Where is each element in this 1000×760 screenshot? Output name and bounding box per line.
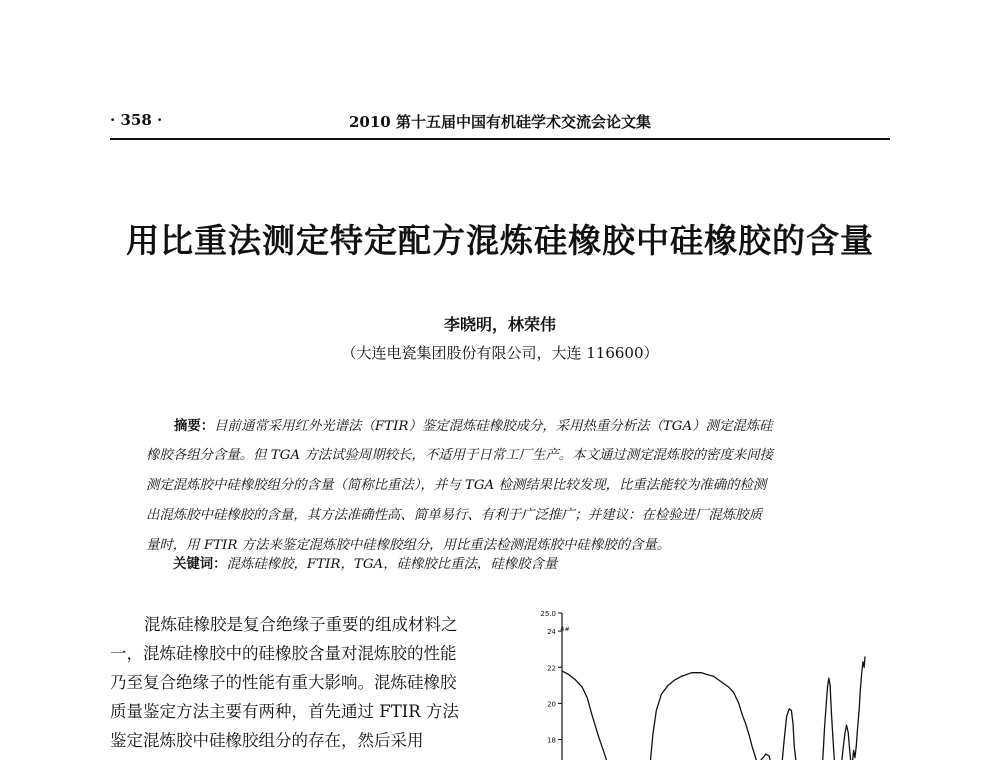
keywords	[173, 553, 557, 572]
abstract-line-5: 量时，用 FTIR 方法来鉴定混炼胶中硅橡胶组分，用比重法检测混炼胶中硅橡胶的含量。	[146, 538, 671, 553]
abstract-line-3: 测定混炼胶中硅橡胶组分的含量（简称比重法），并与 TGA 检测结果比较发现，比重法能较为准确的检测	[146, 478, 767, 493]
y-tick-label: 20	[547, 700, 556, 709]
y-tick-label: 18	[547, 736, 556, 745]
abstract	[146, 411, 861, 561]
body-line-5: 鉴定混炼胶中硅橡胶组分的存在，然后采用	[110, 731, 424, 750]
peak-label: 4#	[560, 625, 570, 634]
spectrum-series-line	[562, 656, 865, 760]
abstract-text-1: 目前通常采用红外光谱法（FTIR）鉴定混炼硅橡胶成分，采用热重分析法（TGA）测定混炼硅	[214, 419, 773, 434]
page-number: · 358 ·	[110, 111, 163, 129]
abstract-line-1	[146, 411, 861, 441]
running-header	[110, 105, 890, 133]
header-rule	[110, 138, 890, 140]
y-tick-label: 22	[547, 664, 556, 673]
y-tick-label: 25.0	[540, 610, 556, 618]
body-line-1: 混炼硅橡胶是复合绝缘子重要的组成材料之	[144, 615, 458, 634]
body-paragraph	[110, 610, 490, 755]
body-line-2: 一，混炼硅橡胶中的硅橡胶含量对混炼胶的性能	[110, 644, 457, 663]
affiliation: （大连电瓷集团股份有限公司，大连 116600）	[341, 344, 659, 362]
authors: 李晓明，林荣伟	[443, 315, 556, 334]
abstract-line-4: 出混炼胶中硅橡胶的含量，其方法准确性高、简单易行、有利于广泛推广；并建议：在检验进厂混炼胶质	[146, 508, 762, 523]
keywords-text: 混炼硅橡胶，FTIR，TGA，硅橡胶比重法，硅橡胶含量	[226, 557, 558, 572]
running-title: 2010 第十五届中国有机硅学术交流会论文集	[349, 113, 651, 131]
y-tick-label: 24	[547, 628, 556, 637]
abstract-label: 摘要：	[174, 418, 215, 434]
body-line-3: 乃至复合绝缘子的性能有重大影响。混炼硅橡胶	[110, 673, 457, 692]
body-line-4: 质量鉴定方法主要有两种，首先通过 FTIR 方法	[110, 702, 459, 721]
abstract-line-2: 橡胶各组分含量。但 TGA 方法试验周期较长，不适用于日常工厂生产。本文通过测定混炼胶的密度来间接	[146, 448, 773, 463]
ftir-spectrum-chart	[520, 605, 880, 760]
keywords-label: 关键词：	[173, 556, 227, 572]
paper-title: 用比重法测定特定配方混炼硅橡胶中硅橡胶的含量	[126, 221, 874, 260]
